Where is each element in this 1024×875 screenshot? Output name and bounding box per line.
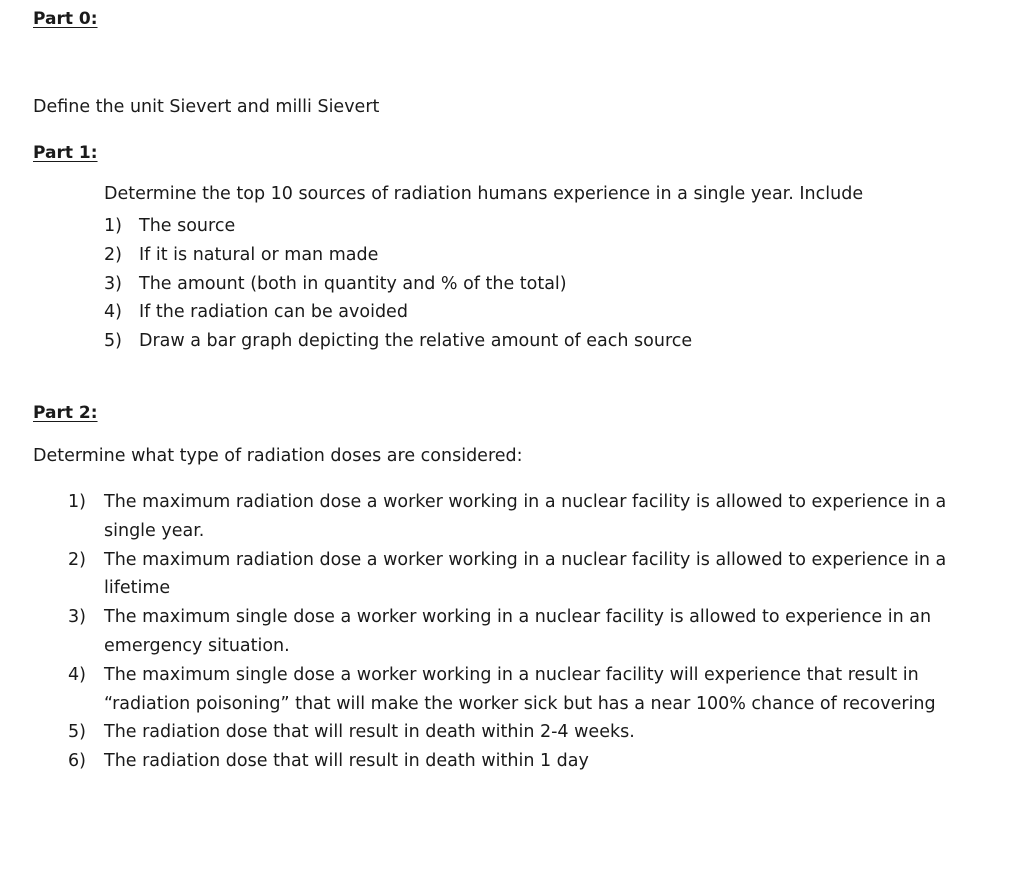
part2-intro: Determine what type of radiation doses are considered: xyxy=(33,446,523,466)
part0-text: Define the unit Sievert and milli Sievert xyxy=(33,97,380,117)
list-item-text: The radiation dose that will result in death within 1 day xyxy=(104,751,589,772)
list-item-number: 4) xyxy=(104,302,122,323)
list-item-text: The radiation dose that will result in death within 2-4 weeks. xyxy=(104,722,635,743)
part1-intro: Determine the top 10 sources of radiation humans experience in a single year. Include xyxy=(104,184,864,204)
list-item-text: The maximum single dose a worker working in a nuclear facility is allowed to experience in an emergency situation. xyxy=(104,607,932,656)
list-item xyxy=(104,327,692,356)
list-item xyxy=(68,747,954,776)
list-item-text: If it is natural or man made xyxy=(139,244,379,265)
list-item-number: 2) xyxy=(68,549,86,570)
list-item xyxy=(104,241,692,270)
list-item-text: The maximum single dose a worker working in a nuclear facility will experience that result in “radiation poisoning” that will make the worker sick but has a near 100% chance of recovering xyxy=(104,664,936,714)
list-item-number: 6) xyxy=(68,751,86,772)
list-item-text: The amount (both in quantity and % of the total) xyxy=(139,273,567,294)
part2-list xyxy=(68,488,954,776)
list-item xyxy=(104,298,692,327)
list-item xyxy=(68,661,954,719)
list-item-number: 5) xyxy=(68,722,86,743)
part2-heading: Part 2: xyxy=(33,403,98,423)
list-item-text: The source xyxy=(139,216,236,236)
list-item xyxy=(68,718,954,747)
part1-heading: Part 1: xyxy=(33,143,98,163)
list-item-number: 2) xyxy=(104,244,122,265)
list-item xyxy=(68,546,954,604)
list-item-number: 4) xyxy=(68,664,86,685)
list-item-text: The maximum radiation dose a worker working in a nuclear facility is allowed to experience in a lifetime xyxy=(104,549,947,599)
part1-list xyxy=(104,212,692,356)
list-item-text: If the radiation can be avoided xyxy=(139,302,408,323)
list-item xyxy=(104,212,692,241)
list-item-number: 1) xyxy=(104,216,122,236)
list-item-number: 5) xyxy=(104,331,122,352)
list-item-number: 3) xyxy=(104,273,122,294)
list-item-text: Draw a bar graph depicting the relative amount of each source xyxy=(139,331,693,352)
list-item-number: 3) xyxy=(68,607,86,628)
part0-heading: Part 0: xyxy=(33,9,98,29)
list-item xyxy=(68,488,954,546)
list-item xyxy=(68,603,954,661)
list-item-number: 1) xyxy=(68,492,86,512)
list-item-text: The maximum radiation dose a worker working in a nuclear facility is allowed to experience in a single year. xyxy=(104,492,947,541)
list-item xyxy=(104,270,692,299)
